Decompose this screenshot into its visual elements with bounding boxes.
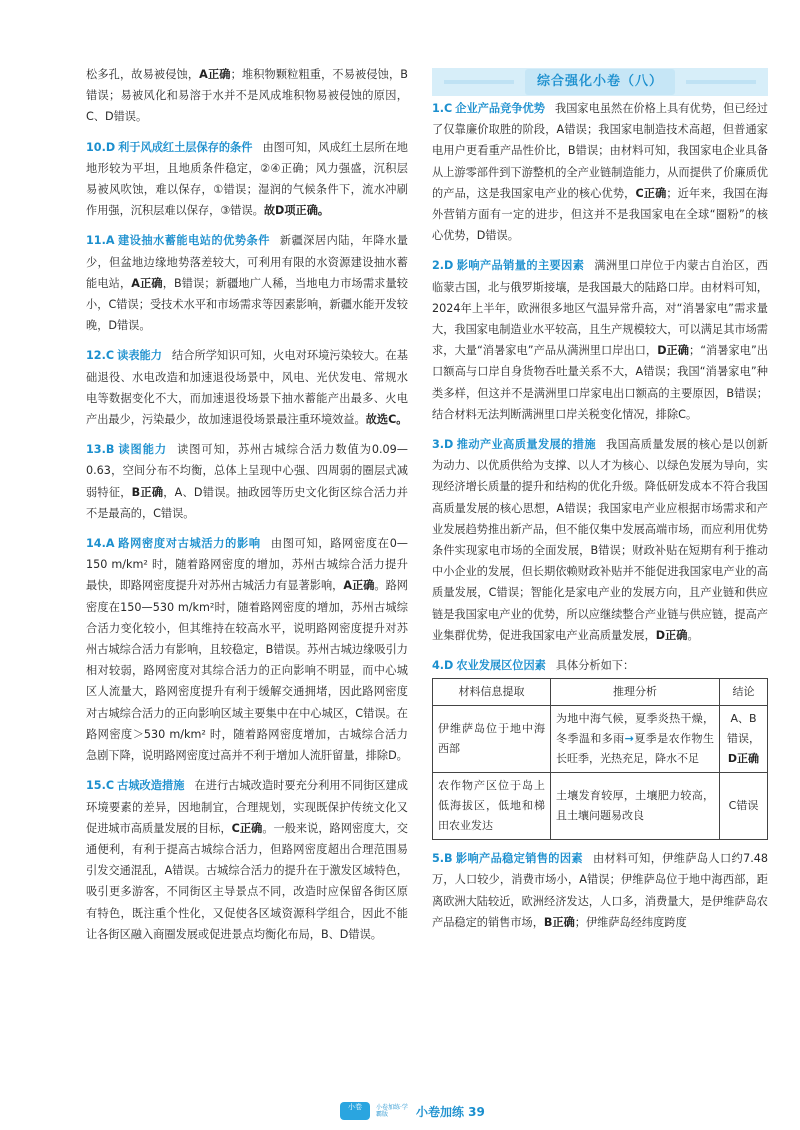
answer-3: 3.D 推动产业高质量发展的措施 我国高质量发展的核心是以创新为动力、以优质供给为支撑、以人才为核心、以绿色发展为导向，实现经济增长质量的提升和结构的优化升级。降低研发成本不符合我国高质量发展的核心思想，A错误；我国家电产业应根据市场需求和产业发展趋势推出新产品，但不能仅集中发展高端市场，而应利用优势条件实现家电市场的全面发展，B错误；财政补贴在短期有利于推动中小企业的发展，但长期依赖财政补贴并不能促进我国家电产业的高质量发展，C错误；智能化是家电产业的发展方向，且产业链和供应链是我国家电产业的优势，所以应继续整合产业链与供应链，提高产业集群优势，促进我国家电产业高质量发展，D正确。 bbox=[432, 438, 768, 642]
answer-intro: 松多孔，故易被侵蚀，A正确；堆积物颗粒粗重，不易被侵蚀，B错误；易被风化和易溶于水并不是风成堆积物易被侵蚀的原因，C、D错误。 bbox=[86, 68, 408, 124]
answer-tag: 读图能力 bbox=[117, 443, 168, 457]
table-header: 结论 bbox=[720, 679, 768, 706]
answer-number: 10.D bbox=[86, 140, 116, 154]
answer-number: 4.D bbox=[432, 659, 454, 673]
answer-tag: 推动产业高质量发展的措施 bbox=[456, 438, 596, 452]
answer-2: 2.D 影响产品销量的主要因素 满洲里口岸位于内蒙古自治区，西临蒙古国，北与俄罗斯接壤，是我国最大的陆路口岸。由材料可知，2024年上半年，欧洲很多地区气温异常升高，对“消暑家电”需求量大，我国家电制造业水平较高，且生产规模较大，可以满足其市场需求，大量“消暑家电”产品从满洲里口岸出口，D正确；“消暑家电”出口额高与口岸自身货物吞吐量关系不大，A错误；我国“消暑家电”种类多样，但这并不是满洲里口岸家电出口额高的主要原因，B错误；结合材料无法判断满洲里口岸关税变化情况，排除C。 bbox=[432, 259, 769, 421]
table-cell: 为地中海气候，夏季炎热干燥，冬季温和多雨→夏季是农作物生长旺季，光热充足，降水不足 bbox=[551, 706, 720, 773]
table-cell: A、B错误， D正确 bbox=[720, 706, 768, 773]
answer-number: 3.D bbox=[432, 438, 454, 452]
answer-tag: 影响产品销量的主要因素 bbox=[456, 259, 585, 273]
section-title: 综合强化小卷（八） bbox=[525, 69, 675, 94]
arrow-icon: → bbox=[624, 732, 634, 746]
answer-number: 1.C bbox=[432, 102, 453, 115]
answer-number: 15.C bbox=[86, 779, 115, 793]
answer-13: 13.B 读图能力 读图可知，苏州古城综合活力数值为0.09—0.63，空间分布不均衡，总体上呈现中心强、四周弱的圈层式减弱特征，B正确，A、D错误。抽政园等历史文化街区综合活力并不是最高的，C错误。 bbox=[86, 443, 408, 520]
table-row bbox=[433, 773, 768, 840]
right-column bbox=[432, 64, 768, 942]
answer-tag: 影响产品稳定销售的因素 bbox=[455, 852, 583, 866]
answer-tag: 路网密度对古城活力的影响 bbox=[117, 537, 261, 551]
table-cell: 农作物产区位于岛上低海拔区，低地和梯田农业发达 bbox=[433, 773, 551, 840]
brand-logo: 小卷 bbox=[340, 1102, 370, 1120]
answer-number: 13.B bbox=[86, 443, 115, 457]
table-row bbox=[433, 706, 768, 773]
answer-tag: 古城改造措施 bbox=[117, 779, 185, 793]
answer-tag: 农业发展区位因素 bbox=[456, 659, 546, 673]
page-number: 小卷加练 39 bbox=[416, 1104, 485, 1119]
answer-tag: 读表能力 bbox=[117, 349, 163, 363]
table-header: 推理分析 bbox=[551, 679, 720, 706]
answer-14: 14.A 路网密度对古城活力的影响 由图可知，路网密度在0—150 m/km² 时，随着路网密度的增加，苏州古城综合活力提升最快，即路网密度提升对苏州古城活力有显著影响，A正确。路网密度在150—530 m/km²时，随着路网密度的增加，苏州古城综合活力变化较小，但其维持在较高水平，说明路网密度提升对苏州古城综合活力有影响，且较稳定，B错误。苏州古城边缘吸引力相对较弱，路网密度对其综合活力的正向影响不明显，而中心城区人流量大，路网密度提升有利于缓解交通拥堵，因此路网密度对古城综合活力的正向影响区域主要集中在中心城区，C错误。在路网密度＞530 m/km² 时，随着路网密度增加，古城综合活力急剧下降，说明路网密度过高并不利于增加人流肝留量，排除D。 bbox=[86, 537, 408, 763]
table-cell: 伊维萨岛位于地中海西部 bbox=[433, 706, 551, 773]
analysis-table bbox=[432, 678, 768, 840]
answer-number: 5.B bbox=[432, 852, 453, 866]
table-cell: C错误 bbox=[720, 773, 768, 840]
answer-tag: 利于风成红土层保存的条件 bbox=[118, 140, 253, 154]
answer-4: 4.D 农业发展区位因素 具体分析如下： bbox=[432, 659, 635, 673]
answer-number: 14.A bbox=[86, 537, 115, 551]
answer-11: 11.A 建设抽水蓄能电站的优势条件 新疆深居内陆，年降水量少，但盆地边缘地势落差较大，可利用有限的水资源建设抽水蓄能电站，A正确，B错误；新疆地广人稀，当地电力市场需求量较小，C错误；受技术水平和市场需求等因素影响，新疆水能开发较晚，D错误。 bbox=[86, 234, 408, 333]
table-cell: 土壤发育较厚，土壤肥力较高，且土壤问题易改良 bbox=[551, 773, 720, 840]
brand-name: 小卷加练·学霸版 bbox=[376, 1104, 408, 1118]
answer-number: 12.C bbox=[86, 349, 115, 363]
answer-1: 1.C 企业产品竞争优势 我国家电虽然在价格上具有优势，但已经过了仅靠廉价取胜的阶段，A错误；我国家电制造技术高超，但普通家电用户更看重产品性价比，B错误；由材料可知，我国家电企业具备从上游零部件到下游整机的全产业链制造能力，从而提供了价廉质优的产品，这是我国家电产业的核心优势，C正确；近年来，我国在海外营销方面有一定的进步，但这并不是我国家电在全球“圈粉”的核心优势，D错误。 bbox=[432, 102, 768, 243]
answer-10: 10.D 利于风成红土层保存的条件 由图可知，风成红土层所在地地形较为平坦，且地质条件稳定，②④正确；风力强盛，沉积层易被风吹蚀，难以保存，①错误；湿润的气候条件下，流水冲刷作用强，沉积层难以保存，③错误。故D项正确。 bbox=[86, 140, 408, 218]
answer-number: 11.A bbox=[86, 234, 115, 248]
answer-tag: 建设抽水蓄能电站的优势条件 bbox=[117, 234, 270, 248]
answer-15: 15.C 古城改造措施 在进行古城改造时要充分利用不同街区建成环境要素的差异，因地制宜，合理规划，实现既保护传统文化又促进城市高质量发展的目标，C正确。一般来说，路网密度大，交通便利，有利于提高古城综合活力，但路网密度超出合理范围易引发交通混乱，A错误。古城综合活力的提升在于激发区域特色，吸引更多游客，不同街区主导景点不同，改造时应保留各街区原有特色，既注重个性化，又促使各区域资源科学组合，因此不能让各街区融入商圈发展或促进景点均衡化布局，B、D错误。 bbox=[86, 779, 408, 941]
page-footer bbox=[340, 1102, 485, 1120]
table-header: 材料信息提取 bbox=[433, 679, 551, 706]
answer-12: 12.C 读表能力 结合所学知识可知，火电对环境污染较大。在基础退役、水电改造和加速退役场景中，风电、光伏发电、常规水电等数据变化不大，而加速退役场景下抽水蓄能产出最多、火电产出最少，污染最少，故加速退役场景最注重环境效益。故选C。 bbox=[86, 349, 408, 427]
section-banner bbox=[432, 68, 768, 96]
answer-5: 5.B 影响产品稳定销售的因素 由材料可知，伊维萨岛人口约7.48万，人口较少，消费市场小，A错误；伊维萨岛位于地中海西部，距离欧洲大陆较近，欧洲经济发达，人口多，消费量大，是伊维萨岛农产品稳定的销售市场，B正确；伊维萨岛经纬度跨度 bbox=[432, 852, 768, 929]
answer-number: 2.D bbox=[432, 259, 454, 273]
left-column bbox=[86, 64, 408, 954]
table-header-row bbox=[433, 679, 768, 706]
answer-tag: 企业产品竞争优势 bbox=[455, 102, 545, 115]
